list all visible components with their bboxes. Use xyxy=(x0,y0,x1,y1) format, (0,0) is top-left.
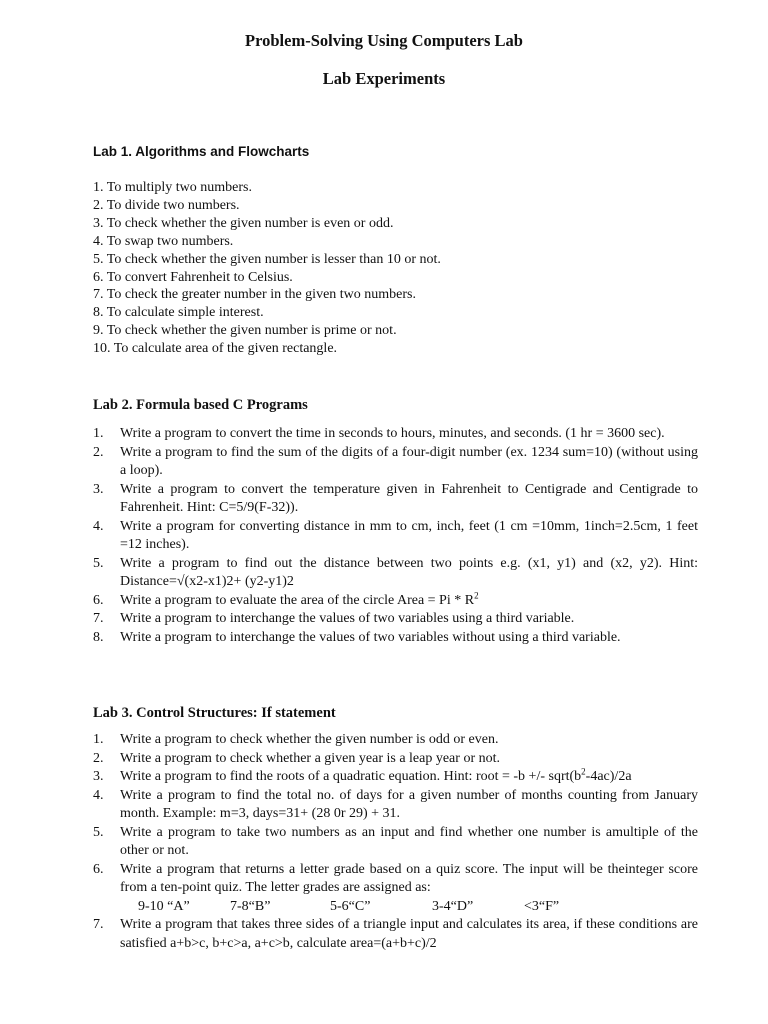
list-item: 7. To check the greater number in the given two numbers. xyxy=(93,287,416,303)
list-item xyxy=(93,768,698,787)
grade-f: <3“F” xyxy=(524,898,560,914)
item-text: Write a program to find the total no. of days for a given number of months counting from January month. Example: m=3, days=31+ (28 0r 29) + 31. xyxy=(120,787,698,821)
lab1-heading: Lab 1. Algorithms and Flowcharts xyxy=(93,144,310,159)
item-number: 4. xyxy=(93,787,104,803)
grade-b: 7-8“B” xyxy=(230,898,271,914)
item-number: 7. xyxy=(93,917,104,932)
superscript: 2 xyxy=(474,589,479,600)
list-item: 9. To check whether the given number is prime or not. xyxy=(93,323,397,339)
item-text: Write a program to find the sum of the digits of a four-digit number (ex. 1234 sum=10) (without using a loop). xyxy=(120,444,698,478)
list-item xyxy=(93,824,698,861)
list-item xyxy=(93,481,698,518)
item-number: 5. xyxy=(93,824,104,840)
list-item: 6. To convert Fahrenheit to Celsius. xyxy=(93,269,293,285)
item-text: Write a program to find the roots of a quadratic equation. Hint: root = -b +/- sqrt(b xyxy=(120,769,582,784)
item-number: 8. xyxy=(93,629,104,645)
item-number: 6. xyxy=(93,592,104,608)
item-number: 6. xyxy=(93,861,104,877)
item-text: Write a program that returns a letter grade based on a quiz score. The input will be theinteger score from a ten-point quiz. The letter grades are assigned as: xyxy=(120,861,698,895)
item-text: Write a program to find out the distance between two points e.g. (x1, y1) and (x2, y2). Hint: Distance=√(x2-x1)2+ (y2-y1)2 xyxy=(120,555,698,589)
list-item xyxy=(93,861,698,917)
lab1-list xyxy=(93,179,713,358)
item-text: Write a program that takes three sides of a triangle input and calculates its area, if these conditions are satisfied a+b>c, b+c>a, a+c>b, calculate area=(a+b+c)/2 xyxy=(120,917,698,951)
list-item xyxy=(93,425,698,444)
item-number: 5. xyxy=(93,555,104,571)
item-number: 1. xyxy=(93,732,104,747)
item-text: Write a program to interchange the values of two variables without using a third variable. xyxy=(120,629,621,645)
item-text: Write a program to take two numbers as an input and find whether one number is amultiple of the other or not. xyxy=(120,824,698,858)
list-item: 1. To multiply two numbers. xyxy=(93,180,252,195)
superscript: 2 xyxy=(581,766,586,777)
list-item xyxy=(93,610,698,629)
list-item: 3. To check whether the given number is even or odd. xyxy=(93,215,394,231)
list-item: 5. To check whether the given number is lesser than 10 or not. xyxy=(93,251,441,267)
list-item: 10. To calculate area of the given rectangle. xyxy=(93,341,338,357)
item-text: Write a program to convert the temperature given in Fahrenheit to Centigrade and Centigrade to Fahrenheit. Hint: C=5/9(F-32)). xyxy=(120,481,698,515)
item-number: 1. xyxy=(93,426,104,441)
grade-c: 5-6“C” xyxy=(330,898,371,914)
item-text: Write a program to check whether the given number is odd or even. xyxy=(120,732,499,747)
list-item: 8. To calculate simple interest. xyxy=(93,305,264,321)
lab3-heading: Lab 3. Control Structures: If statement xyxy=(93,705,336,721)
item-number: 7. xyxy=(93,611,104,626)
item-text: Write a program to interchange the values of two variables using a third variable. xyxy=(120,611,575,626)
grade-a: 9-10 “A” xyxy=(138,898,190,914)
list-item: 4. To swap two numbers. xyxy=(93,233,234,249)
item-number: 3. xyxy=(93,769,104,784)
list-item xyxy=(93,555,698,592)
lab2-heading: Lab 2. Formula based C Programs xyxy=(93,397,308,413)
grade-table xyxy=(120,898,698,917)
item-text: Write a program to check whether a given year is a leap year or not. xyxy=(120,750,500,766)
list-item xyxy=(93,750,698,769)
list-item xyxy=(93,916,698,953)
document-subtitle: Lab Experiments xyxy=(322,69,446,88)
item-number: 2. xyxy=(93,444,104,460)
item-text: Write a program to evaluate the area of the circle Area = Pi * R xyxy=(120,592,475,608)
list-item xyxy=(93,629,698,648)
item-number: 2. xyxy=(93,750,104,766)
lab3-list xyxy=(93,731,698,953)
list-item: 2. To divide two numbers. xyxy=(93,197,240,213)
list-item xyxy=(93,731,698,750)
list-item xyxy=(93,589,698,611)
item-number: 4. xyxy=(93,518,104,534)
list-item xyxy=(93,518,698,555)
document-title: Problem-Solving Using Computers Lab xyxy=(245,31,523,50)
item-number: 3. xyxy=(93,481,104,497)
item-text: Write a program to convert the time in seconds to hours, minutes, and seconds. (1 hr = 3600 sec). xyxy=(120,426,665,441)
grade-d: 3-4“D” xyxy=(432,898,474,914)
item-text: Write a program for converting distance in mm to cm, inch, feet (1 cm =10mm, 1inch=2.5cm, 1 feet =12 inches). xyxy=(120,518,698,552)
list-item xyxy=(93,444,698,481)
item-text-after: -4ac)/2a xyxy=(585,769,632,784)
list-item xyxy=(93,787,698,824)
lab2-list xyxy=(93,425,698,647)
